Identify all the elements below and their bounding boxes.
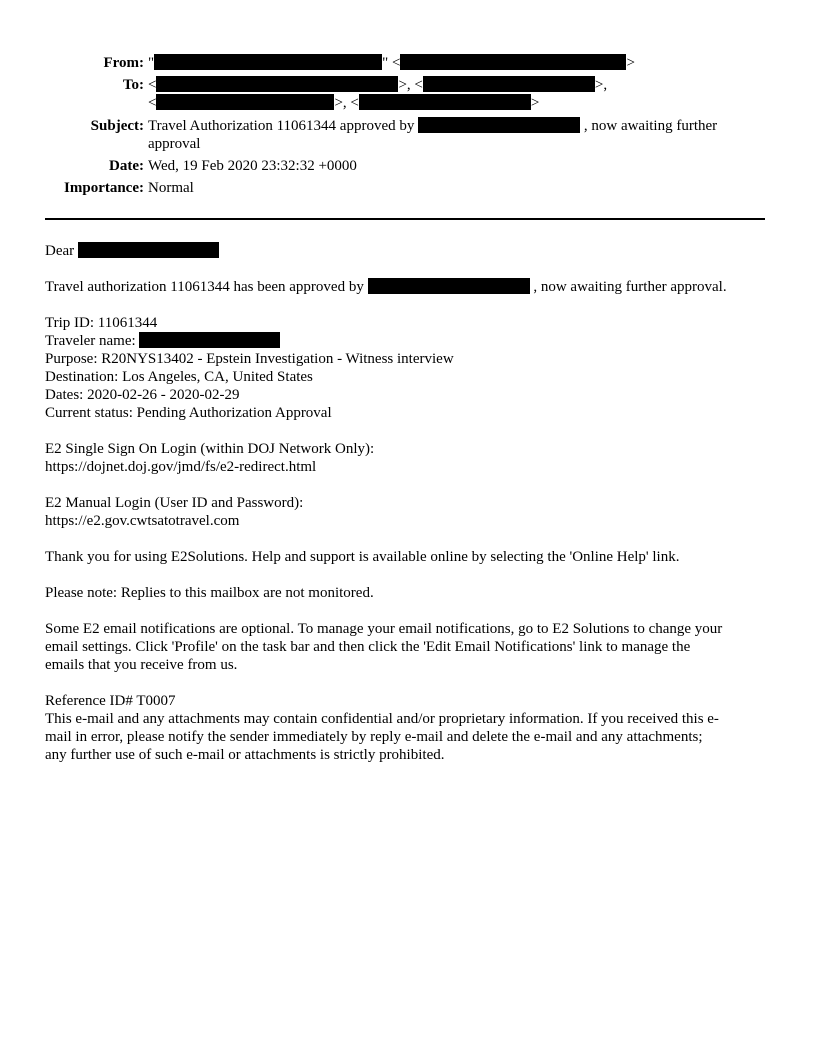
traveler-name xyxy=(45,332,773,350)
sso-login xyxy=(45,440,773,476)
subject-text-end: , now awaiting further xyxy=(583,118,718,134)
importance-value: Normal xyxy=(148,180,194,196)
note-paragraph xyxy=(45,584,773,602)
redaction-box xyxy=(359,94,531,110)
manual-link[interactable]: https://e2.gov.cwtsatotravel.com xyxy=(45,513,240,529)
redaction-box xyxy=(368,278,530,294)
redaction-box xyxy=(400,54,626,70)
redaction-box xyxy=(418,117,580,133)
redaction-box xyxy=(156,76,398,92)
to-line-end: >, xyxy=(594,77,608,93)
to-bracket-open: < xyxy=(148,95,157,111)
subject-text: Travel Authorization 11061344 approved by xyxy=(148,118,415,134)
disclaimer-paragraph xyxy=(45,692,773,764)
notifications-line: Some E2 email notifications are optional. To manage your email notifications, go to E2 Solutions to change your xyxy=(45,621,723,637)
approval-line xyxy=(45,278,773,296)
to-label: To: xyxy=(122,77,144,93)
dates: Dates: 2020-02-26 - 2020-02-29 xyxy=(45,387,240,403)
from-quote-close: " < xyxy=(382,55,401,71)
notifications-line: email settings. Click 'Profile' on the task bar and then click the 'Edit Email Notifications' link to manage the xyxy=(45,639,691,655)
disclaimer-line: This e-mail and any attachments may contain confidential and/or proprietary information. If you received this e- xyxy=(45,711,719,727)
trip-id: Trip ID: 11061344 xyxy=(45,315,158,331)
importance-label: Importance: xyxy=(64,180,144,196)
trip-details xyxy=(45,314,773,422)
redaction-box xyxy=(156,94,334,110)
to-separator: >, < xyxy=(334,95,359,111)
purpose: Purpose: R20NYS13402 - Epstein Investigation - Witness interview xyxy=(45,351,454,367)
approval-text: Travel authorization 11061344 has been approved by xyxy=(45,279,364,295)
to-value-line1 xyxy=(148,76,768,94)
redaction-box xyxy=(423,76,595,92)
manual-label: E2 Manual Login (User ID and Password): xyxy=(45,495,304,511)
from-label: From: xyxy=(103,55,144,71)
subject-value-line2: approval xyxy=(148,136,201,152)
greeting xyxy=(45,242,773,260)
to-separator: >, < xyxy=(398,77,423,93)
notifications-line: emails that you receive from us. xyxy=(45,657,238,673)
redaction-box xyxy=(139,332,280,348)
note-text: Please note: Replies to this mailbox are not monitored. xyxy=(45,585,374,601)
thanks-paragraph xyxy=(45,548,773,566)
subject-value-line1 xyxy=(148,117,768,135)
from-quote-open: " xyxy=(148,55,155,71)
sso-label: E2 Single Sign On Login (within DOJ Network Only): xyxy=(45,441,375,457)
from-bracket-close: > xyxy=(626,55,635,71)
to-bracket-open: < xyxy=(148,77,157,93)
thanks-text: Thank you for using E2Solutions. Help and support is available online by selecting the 'Online Help' link. xyxy=(45,549,680,565)
greeting-text: Dear xyxy=(45,243,75,259)
sso-link[interactable]: https://dojnet.doj.gov/jmd/fs/e2-redirect.html xyxy=(45,459,317,475)
manual-login xyxy=(45,494,773,530)
redaction-box xyxy=(154,54,382,70)
approval-text-end: , now awaiting further approval. xyxy=(533,279,727,295)
header-divider xyxy=(45,218,765,220)
to-line-end: > xyxy=(530,95,540,111)
date-label: Date: xyxy=(109,158,144,174)
to-value-line2 xyxy=(148,94,768,112)
redaction-box xyxy=(78,242,219,258)
notifications-paragraph xyxy=(45,620,773,674)
subject-label: Subject: xyxy=(90,118,144,134)
from-value xyxy=(148,54,768,72)
traveler-label: Traveler name: xyxy=(45,333,136,349)
disclaimer-line: any further use of such e-mail or attachments is strictly prohibited. xyxy=(45,747,445,763)
disclaimer-line: mail in error, please notify the sender immediately by reply e-mail and delete the e-mail and any attachments; xyxy=(45,729,703,745)
current-status: Current status: Pending Authorization Approval xyxy=(45,405,332,421)
reference-id: Reference ID# T0007 xyxy=(45,693,176,709)
destination: Destination: Los Angeles, CA, United States xyxy=(45,369,313,385)
date-value: Wed, 19 Feb 2020 23:32:32 +0000 xyxy=(148,158,357,174)
